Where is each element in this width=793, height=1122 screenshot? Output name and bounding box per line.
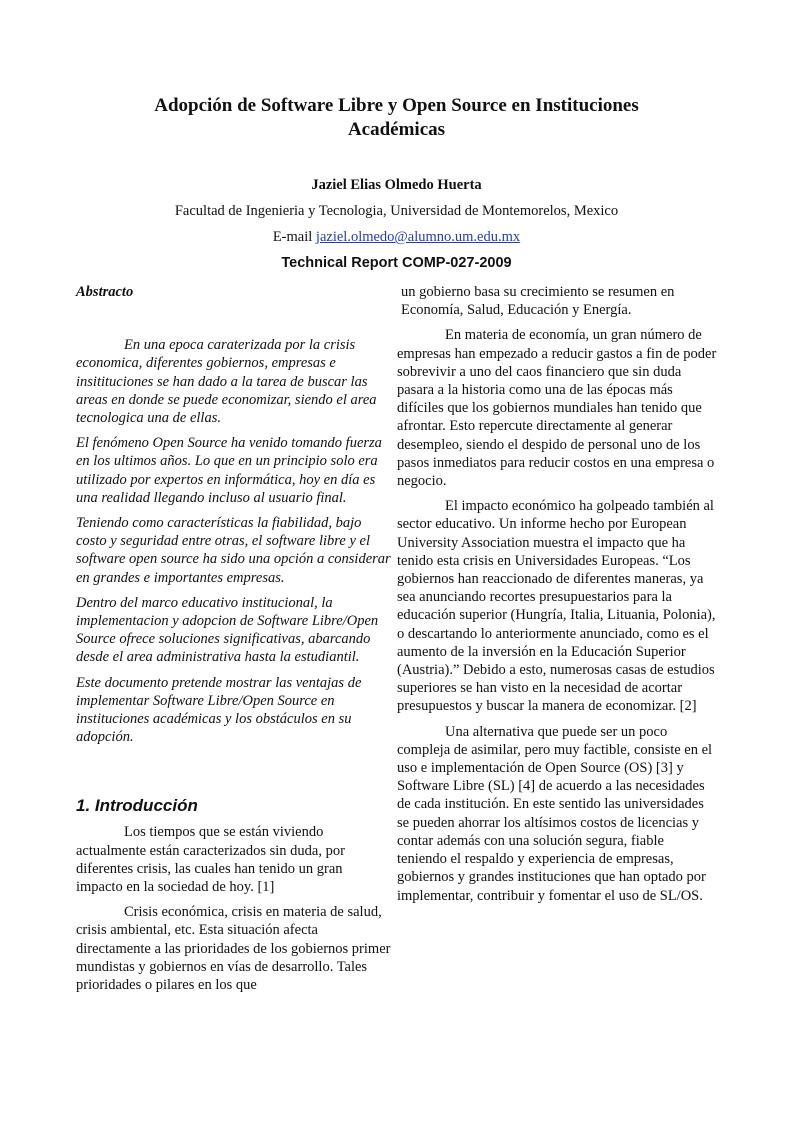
abstract-paragraph: En una epoca caraterizada por la crisis economica, diferentes gobiernos, empresas e insitituciones se han dado a la tarea de buscar las areas en donde se puede economizar, siendo el area tecnologica una de ellas.: [76, 337, 377, 427]
author-affiliation: Facultad de Ingenieria y Tecnologia, Universidad de Montemorelos, Mexico: [174, 203, 619, 219]
abstract-heading: Abstracto: [76, 284, 134, 300]
body-paragraph: Crisis económica, crisis en materia de salud, crisis ambiental, etc. Esta situación afecta directamente a las prioridades de los gobiernos primer mundistas y gobiernos en vías de desarrollo. Tales prioridades o pilares en los que: [76, 904, 391, 994]
paper-title: [60, 94, 733, 142]
author-email: [0, 229, 793, 246]
abstract-paragraph: El fenómeno Open Source ha venido tomando fuerza en los ultimos años. Lo que en un principio solo era utilizado por expertos en informática, hoy en día es una realidad llegando incluso al usuario final.: [76, 435, 382, 506]
body-paragraph: En materia de economía, un gran número de empresas han empezado a reducir gastos a fin de poder sobrevivir a uno del caos financiero que sin duda pasara a la historia como una de las épocas más difíciles que los gobiernos mundiales han tenido que afrontar. Esto repercute directamente al generar desempleo, siendo el despido de personal uno de los pasos inmediatos para reducir costos en una empresa o negocio.: [397, 327, 717, 490]
author-name: Jaziel Elias Olmedo Huerta: [311, 177, 482, 193]
body-paragraph: Una alternativa que puede ser un poco compleja de asimilar, pero muy factible, consiste en el uso e implementación de Open Source (OS) [3] y Software Libre (SL) [4] de acuerdo a las necesidades de cada institución. En este sentido las universidades se pueden ahorrar los altísimos costos de licencias y contar además con una solución segura, fiable teniendo el respaldo y experiencia de empresas, gobiernos y grandes instituciones que han optado por implementar, contribuir y fomentar el uso de SL/OS.: [397, 723, 713, 904]
right-column: [397, 283, 717, 905]
title-line-2: Académicas: [347, 119, 446, 140]
abstract-paragraph: Este documento pretende mostrar las ventajas de implementar Software Libre/Open Source en instituciones académicas y los obstáculos en su adopción.: [76, 674, 362, 746]
section-heading-introduction: 1. Introducción: [76, 796, 198, 816]
title-line-1: Adopción de Software Libre y Open Source en Instituciones: [154, 95, 639, 116]
email-label: E-mail: [272, 229, 316, 245]
abstract-paragraph: Dentro del marco educativo institucional, la implementacion y adopcion de Software Libre/Open Source ofrece soluciones significativas, abarcando desde el area administrativa hasta la estudiantil.: [76, 594, 379, 666]
report-id: Technical Report COMP-027-2009: [281, 255, 512, 271]
email-link[interactable]: jaziel.olmedo@alumno.um.edu.mx: [315, 229, 521, 245]
continued-paragraph: un gobierno basa su crecimiento se resumen en Economía, Salud, Educación y Energía.: [401, 284, 675, 319]
abstract-paragraph: Teniendo como características la fiabilidad, bajo costo y seguridad entre otras, el software libre y el software open source ha sido una opción a considerar en grandes e importantes empresas.: [76, 515, 391, 586]
left-column: [76, 283, 391, 994]
body-paragraph: Los tiempos que se están viviendo actualmente están caracterizados sin duda, por diferentes crisis, las cuales han tenido un gran impacto en la sociedad de hoy. [1]: [76, 824, 345, 896]
body-paragraph: El impacto económico ha golpeado también al sector educativo. Un informe hecho por European University Association muestra el impacto que ha tenido esta crisis en Universidades Europeas. “Los gobiernos han reaccionado de diferentes maneras, ya sea anunciando recortes presupuestarios para la educación superior (Hungría, Italia, Lituania, Polonia), o descartando lo anteriormente anunciado, como es el aumento de la inversión en la Educación Superior (Austria).” Debido a esto, numerosas casas de estudios superiores se han visto en la necesidad de acortar presupuestos y buscar la manera de economizar. [2]: [397, 498, 716, 715]
